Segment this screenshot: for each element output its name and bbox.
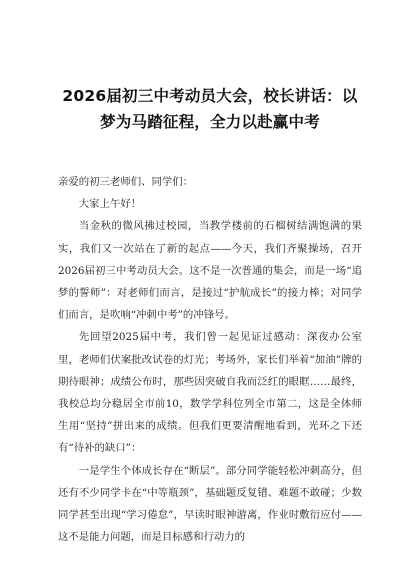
paragraph-review: 先回望2025届中考，我们曾一起见证过感动：深夜办公室里，老师们伏案批改试卷的灯光；考场外，家长们举着“加油”牌的期待眼神；成绩公布时，那些因突破自我而泛红的眼眶……最终，我校总均分稳居全市前10，数学学科位列全市第二，这是全体师生用“坚持”拼出来的成绩。但我们更要清醒地看到，光环之下还有“待补的缺口”： xyxy=(58,331,362,455)
paragraph-greeting: 大家上午好！ xyxy=(78,198,142,211)
document-title: 2026届初三中考动员大会，校长讲话：以梦为马踏征程，全力以赴赢中考 xyxy=(62,87,358,131)
salutation: 亲爱的初三老师们、同学们： xyxy=(58,176,194,188)
paragraph-intro: 当金秋的微风拂过校园，当教学楼前的石榴树结满饱满的果实，我们又一次站在了新的起点——今天，我们齐聚操场，召开2026届初三中考动员大会。这不是一次普通的集会，而是一场“追梦的誓师”：对老师们而言，是接过“护航成长”的接力棒；对同学们而言，是吹响“冲刺中考”的冲锋号。 xyxy=(58,220,362,322)
paragraph-issue-one: 一是学生个体成长存在“断层”。部分同学能轻松冲刺高分，但还有不少同学卡在“中等瓶颈”，基础题反复错、难题不敢碰；少数同学甚至出现“学习倦怠”，早读时眼神游离，作业时敷衍应付——这不是能力问题，而是目标感和行动力的 xyxy=(58,464,362,544)
document-body xyxy=(58,171,362,548)
